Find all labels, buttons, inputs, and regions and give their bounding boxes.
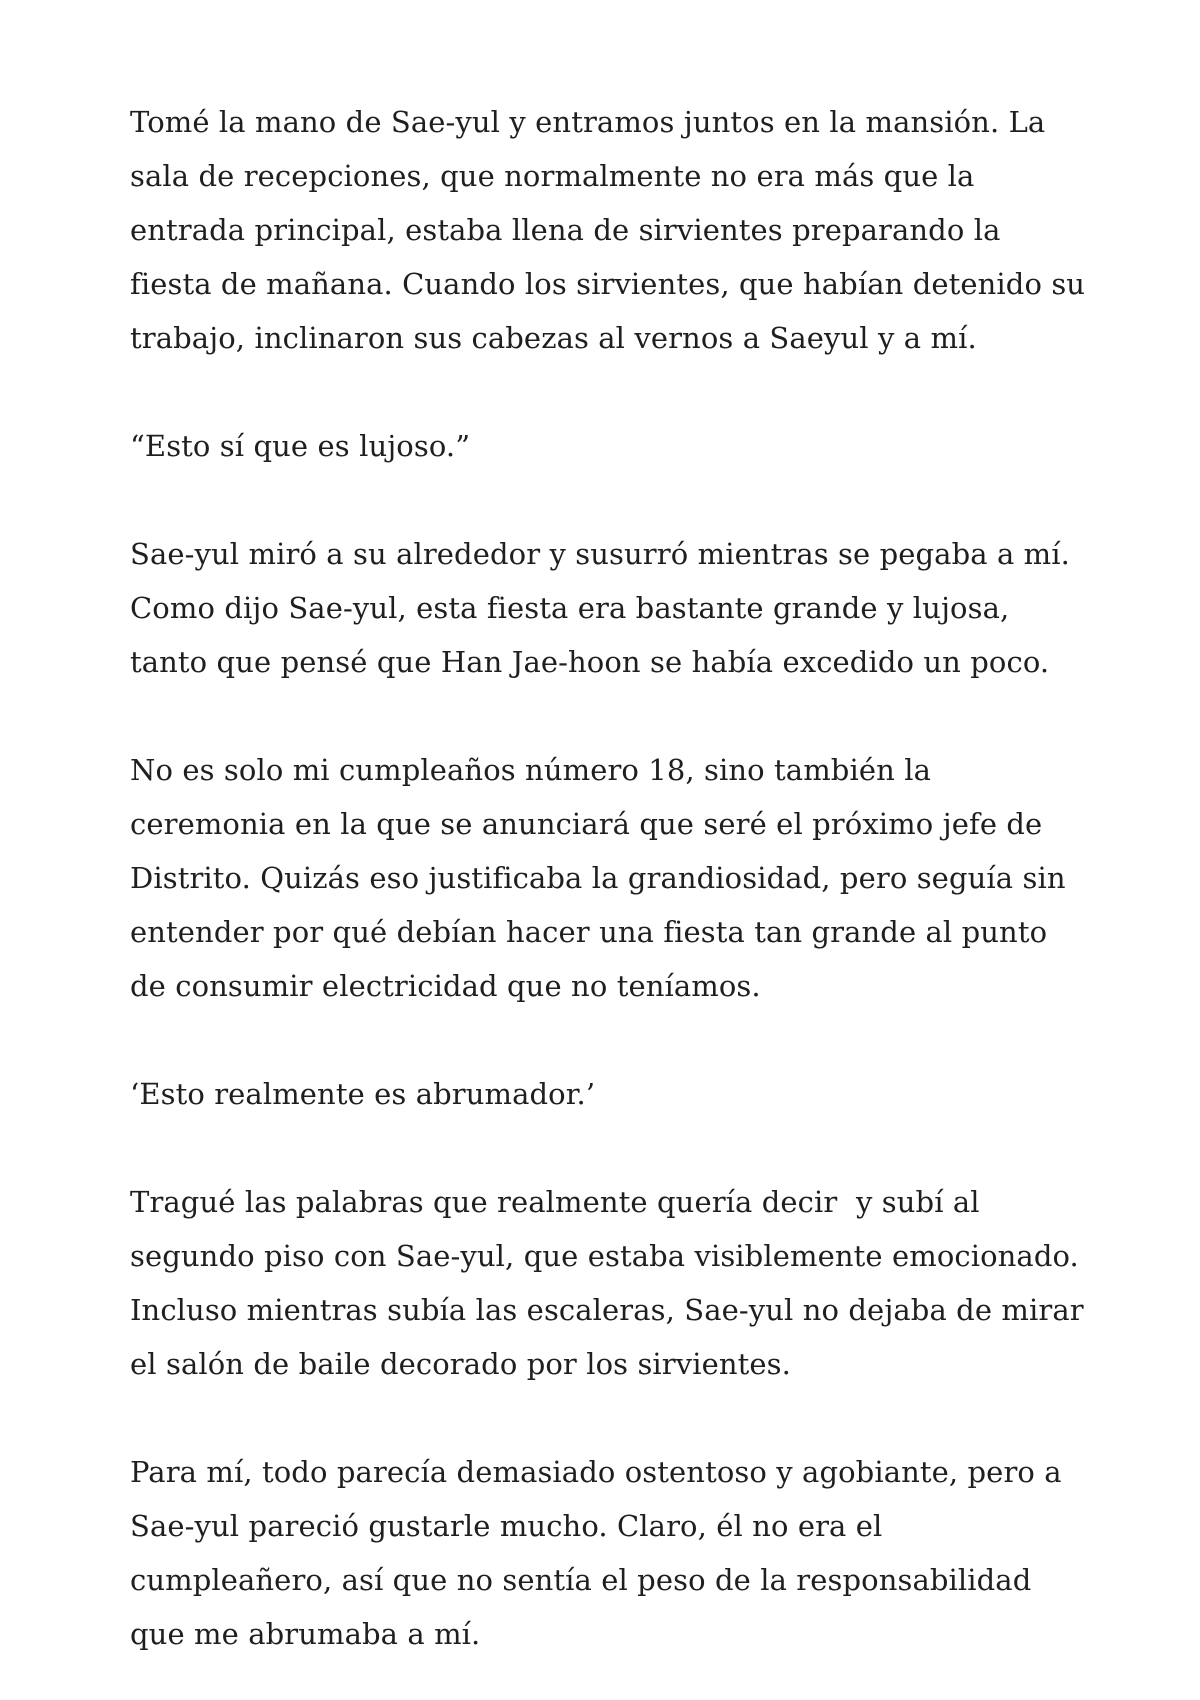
thought-line: ‘Esto realmente es abrumador.’ bbox=[130, 1077, 596, 1111]
paragraph-2: Sae-yul miró a su alrededor y susurró mientras se pegaba a mí. Como dijo Sae-yul, esta fiesta era bastante grande y lujosa, tanto que pensé que Han Jae-hoon se había excedido un poco. bbox=[130, 537, 1080, 679]
paragraph-4: Tragué las palabras que realmente quería decir y subí al segundo piso con Sae-yul, que estaba visiblemente emocionado. Incluso mientras subía las escaleras, Sae-yul no dejaba de mirar el salón de baile decorado por los sirvientes. bbox=[130, 1185, 1094, 1381]
dialogue-line-1: “Esto sí que es lujoso.” bbox=[130, 429, 471, 463]
paragraph-5: Para mí, todo parecía demasiado ostentoso y agobiante, pero a Sae-yul pareció gustarle mucho. Claro, él no era el cumpleañero, así que no sentía el peso de la responsabilidad que me abrumaba a mí. bbox=[130, 1455, 1072, 1651]
paragraph-1: Tomé la mano de Sae-yul y entramos juntos en la mansión. La sala de recepciones, que normalmente no era más que la entrada principal, estaba llena de sirvientes preparando la fiesta de mañana. Cuando los sirvientes, que habían detenido su trabajo, inclinaron sus cabezas al vernos a Saeyul y a mí. bbox=[130, 105, 1095, 355]
paragraph-3: No es solo mi cumpleaños número 18, sino también la ceremonia en la que se anunciará que seré el próximo jefe de Distrito. Quizás eso justificaba la grandiosidad, pero seguía sin entender por qué debían hacer una fiesta tan grande al punto de consumir electricidad que no teníamos. bbox=[130, 753, 1075, 1003]
document-page bbox=[130, 95, 1095, 1661]
